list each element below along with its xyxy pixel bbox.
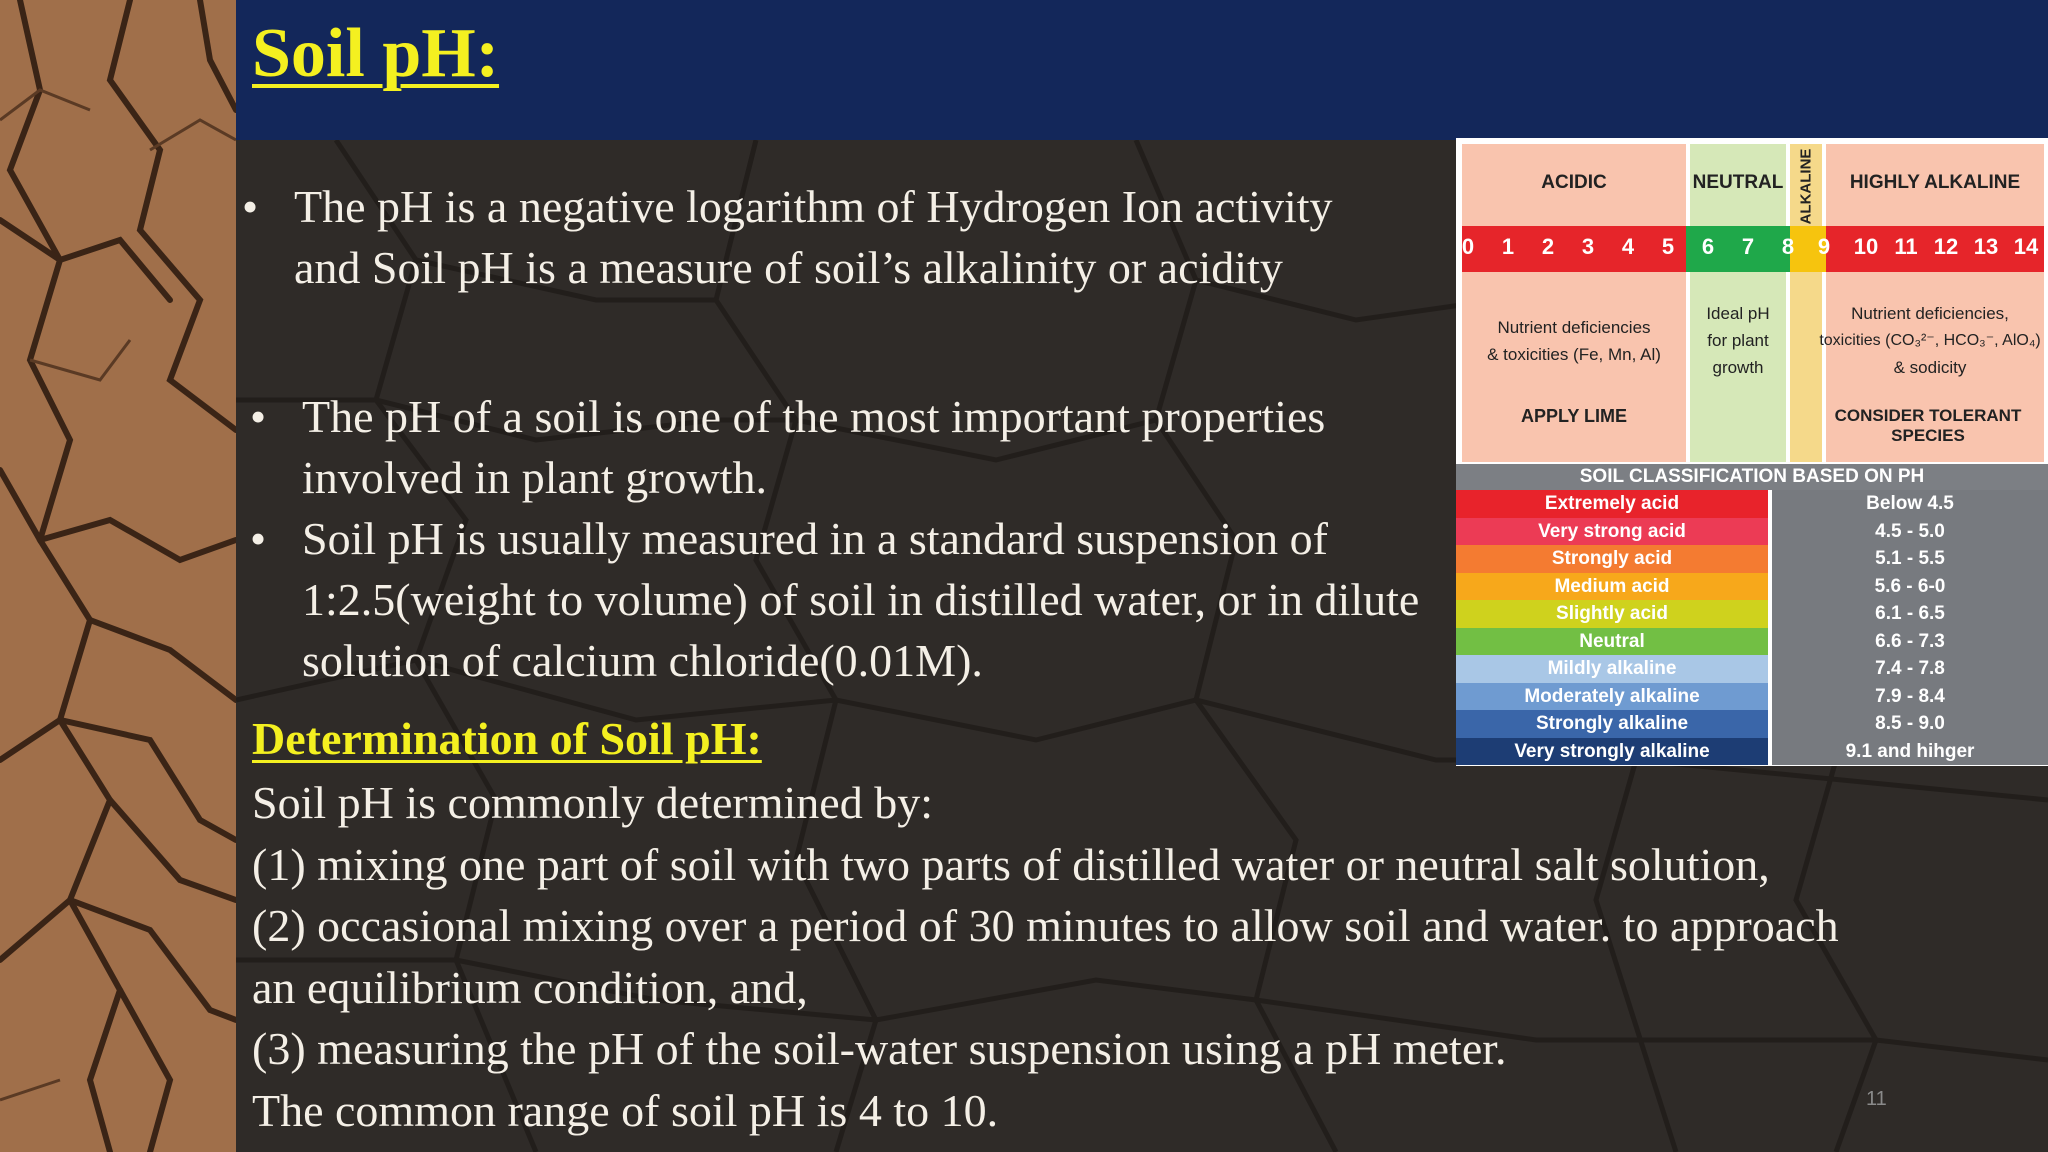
ph-number-0: 0	[1461, 234, 1475, 259]
ph-number-2: 2	[1541, 234, 1555, 259]
bullet-1	[242, 176, 1354, 298]
bullet-text: The pH is a negative logarithm of Hydrogen Ion activity and Soil pH is a measure of soil’s alkalinity or acidity	[294, 181, 1333, 293]
method-line-step3: (3) measuring the pH of the soil-water suspension using a pH meter.	[252, 1023, 1507, 1074]
ph-number-4: 4	[1621, 234, 1635, 259]
ph-number-14: 14	[2013, 234, 2039, 259]
ph-number-3: 3	[1581, 234, 1595, 259]
alkaline-effects-line-1: Nutrient deficiencies,	[1851, 304, 2009, 323]
page-number: 11	[1866, 1088, 1887, 1110]
class-range: Below 4.5	[1772, 490, 2048, 518]
acidic-effects-line-1: Nutrient deficiencies	[1497, 318, 1651, 337]
class-label: Neutral	[1456, 628, 1768, 656]
bullet-marker: •	[250, 513, 267, 564]
bullet-marker: •	[242, 181, 259, 232]
class-label: Moderately alkaline	[1456, 683, 1768, 711]
table-row	[1456, 628, 2048, 656]
highly-alkaline-label: HIGHLY ALKALINE	[1849, 172, 2021, 193]
ph-number-10: 10	[1853, 234, 1879, 259]
slide-title: Soil pH:	[252, 15, 500, 92]
alkaline-effects-line-2: toxicities (CO₃²⁻, HCO₃⁻, AlO₄)	[1819, 332, 2041, 349]
table-row	[1456, 683, 2048, 711]
table-row	[1456, 573, 2048, 601]
title-band	[236, 0, 2048, 140]
table-row	[1456, 738, 2048, 766]
method-line-step1: (1) mixing one part of soil with two parts of distilled water or neutral salt solution,	[252, 839, 1770, 890]
apply-lime-label: APPLY LIME	[1520, 406, 1628, 426]
class-range: 6.6 - 7.3	[1772, 628, 2048, 656]
bullet-text: Soil pH is usually measured in a standard suspension of 1:2.5(weight to volume) of soil in distilled water, or in dilute solution of calcium chloride(0.01M).	[302, 513, 1420, 686]
method-line-step2: (2) occasional mixing over a period of 30 minutes to allow soil and water. to approach	[252, 900, 1839, 951]
acidic-label: ACIDIC	[1541, 172, 1607, 193]
ph-number-7: 7	[1741, 234, 1755, 259]
class-label: Extremely acid	[1456, 490, 1768, 518]
table-row	[1456, 518, 2048, 546]
neutral-effects-line-1: Ideal pH	[1706, 304, 1770, 323]
table-row	[1456, 655, 2048, 683]
class-range: 5.1 - 5.5	[1772, 545, 2048, 573]
alkaline-label: ALKALINE	[1797, 148, 1815, 225]
neutral-label: NEUTRAL	[1692, 172, 1784, 193]
soil-classification-table	[1456, 464, 2048, 765]
classification-title: SOIL CLASSIFICATION BASED ON PH	[1456, 464, 2048, 490]
tolerant-species-label: CONSIDER TOLERANT SPECIES	[1834, 406, 2022, 445]
class-range: 9.1 and hihger	[1772, 738, 2048, 766]
class-range: 7.4 - 7.8	[1772, 655, 2048, 683]
class-label: Very strong acid	[1456, 518, 1768, 546]
ph-number-1: 1	[1501, 234, 1515, 259]
cracked-soil-image	[0, 0, 236, 1152]
class-range: 8.5 - 9.0	[1772, 710, 2048, 738]
ph-number-6: 6	[1701, 234, 1715, 259]
method-line-intro: Soil pH is commonly determined by:	[252, 777, 933, 828]
class-label: Strongly alkaline	[1456, 710, 1768, 738]
table-row	[1456, 545, 2048, 573]
class-range: 6.1 - 6.5	[1772, 600, 2048, 628]
class-label: Strongly acid	[1456, 545, 1768, 573]
method-line-range: The common range of soil pH is 4 to 10.	[252, 1085, 999, 1136]
ph-number-5: 5	[1661, 234, 1675, 259]
table-row	[1456, 600, 2048, 628]
neutral-effects-line-2: for plant	[1707, 331, 1769, 350]
class-range: 4.5 - 5.0	[1772, 518, 2048, 546]
bullet-2	[250, 386, 1452, 508]
class-label: Mildly alkaline	[1456, 655, 1768, 683]
ph-number-8: 8	[1781, 234, 1795, 259]
bullet-3	[250, 508, 1452, 691]
ph-number-12: 12	[1933, 234, 1959, 259]
alkaline-effects-line-3: & sodicity	[1893, 358, 1967, 377]
class-range: 5.6 - 6-0	[1772, 573, 2048, 601]
ph-number-9: 9	[1817, 234, 1831, 259]
class-label: Medium acid	[1456, 573, 1768, 601]
ph-number-11: 11	[1894, 234, 1918, 259]
ph-scale-figure	[1456, 138, 2048, 766]
determination-heading: Determination of Soil pH:	[252, 713, 762, 764]
neutral-effects-line-3: growth	[1712, 358, 1764, 377]
table-row	[1456, 490, 2048, 518]
class-label: Slightly acid	[1456, 600, 1768, 628]
bullet-marker: •	[250, 391, 267, 442]
class-range: 7.9 - 8.4	[1772, 683, 2048, 711]
class-label: Very strongly alkaline	[1456, 738, 1768, 766]
acidic-effects-line-2: & toxicities (Fe, Mn, Al)	[1487, 345, 1661, 364]
ph-number-13: 13	[1973, 234, 1999, 259]
table-row	[1456, 710, 2048, 738]
method-line-step2-cont: an equilibrium condition, and,	[252, 962, 808, 1013]
bullet-text: The pH of a soil is one of the most important properties involved in plant growth.	[302, 391, 1326, 503]
